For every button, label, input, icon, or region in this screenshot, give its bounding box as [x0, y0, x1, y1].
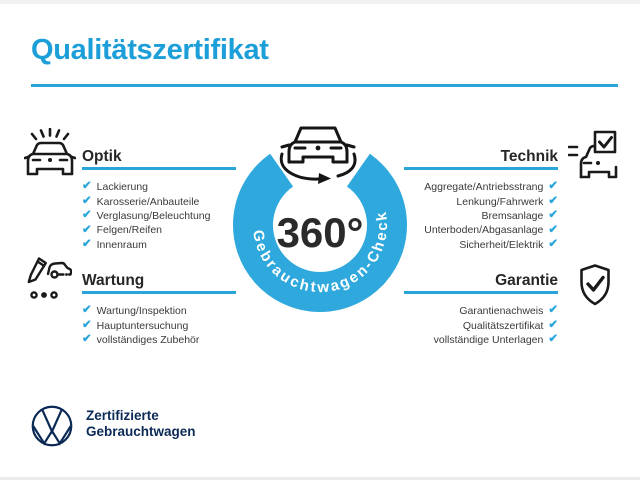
list-item-label: Hauptuntersuchung — [96, 319, 189, 332]
section-divider-wartung — [82, 291, 236, 294]
shining-car-icon — [24, 128, 76, 178]
check-icon: ✔ — [548, 304, 558, 317]
list-item-label: Bremsanlage — [481, 209, 544, 222]
check-icon: ✔ — [548, 180, 558, 193]
vw-logo — [30, 404, 74, 448]
list-item — [338, 333, 558, 347]
check-icon: ✔ — [82, 238, 92, 250]
check-icon: ✔ — [82, 223, 92, 236]
section-header-garantie: Garantie — [495, 272, 558, 289]
check-icon: ✔ — [82, 318, 92, 331]
top-edge-strip — [0, 0, 640, 4]
check-icon: ✔ — [82, 209, 92, 222]
list-item-label: Karosserie/Anbauteile — [96, 195, 200, 208]
check-icon: ✔ — [548, 238, 558, 250]
list-item-label: Lenkung/Fahrwerk — [456, 195, 544, 208]
pencil-car-checklist-icon — [26, 254, 72, 300]
360-check-badge — [225, 112, 415, 324]
shield-check-icon — [577, 263, 613, 307]
list-item-label: Felgen/Reifen — [96, 224, 163, 237]
section-divider-garantie — [404, 291, 558, 294]
car-rotation-icon — [281, 128, 355, 184]
check-icon: ✔ — [548, 318, 558, 331]
list-item-label: Qualitätszertifikat — [462, 319, 544, 332]
badge-degrees: 360° — [276, 209, 364, 256]
car-checkbox-icon — [568, 129, 618, 181]
section-header-technik: Technik — [500, 148, 558, 165]
list-item-label: Lackierung — [96, 181, 149, 194]
brand-line-1: Zertifizierte — [86, 408, 159, 423]
check-icon: ✔ — [548, 223, 558, 236]
check-icon: ✔ — [548, 333, 558, 346]
badge-ring-label: Gebrauchtwagen-Check — [248, 208, 392, 297]
section-header-optik: Optik — [82, 148, 122, 165]
page-title: Qualitätszertifikat — [31, 34, 269, 66]
list-item — [82, 333, 302, 347]
section-header-wartung: Wartung — [82, 272, 145, 289]
brand-wordmark — [86, 408, 196, 440]
brand-line-2: Gebrauchtwagen — [86, 424, 196, 439]
check-icon: ✔ — [82, 180, 92, 193]
title-divider — [31, 84, 618, 87]
check-icon: ✔ — [82, 194, 92, 207]
list-item-label: Garantienachweis — [459, 305, 544, 318]
list-item-label: Sicherheit/Elektrik — [459, 238, 544, 251]
list-item-label: vollständiges Zubehör — [96, 333, 200, 346]
check-icon: ✔ — [548, 209, 558, 222]
section-divider-optik — [82, 167, 236, 170]
list-item-label: Wartung/Inspektion — [96, 305, 187, 318]
list-item-label: vollständige Unterlagen — [433, 333, 544, 346]
check-icon: ✔ — [82, 333, 92, 346]
list-item-label: Unterboden/Abgasanlage — [424, 224, 544, 237]
check-icon: ✔ — [82, 304, 92, 317]
list-item-label: Verglasung/Beleuchtung — [96, 209, 211, 222]
list-item-label: Innenraum — [96, 238, 147, 251]
check-icon: ✔ — [548, 194, 558, 207]
list-item-label: Aggregate/Antriebsstrang — [424, 181, 544, 194]
section-divider-technik — [404, 167, 558, 170]
